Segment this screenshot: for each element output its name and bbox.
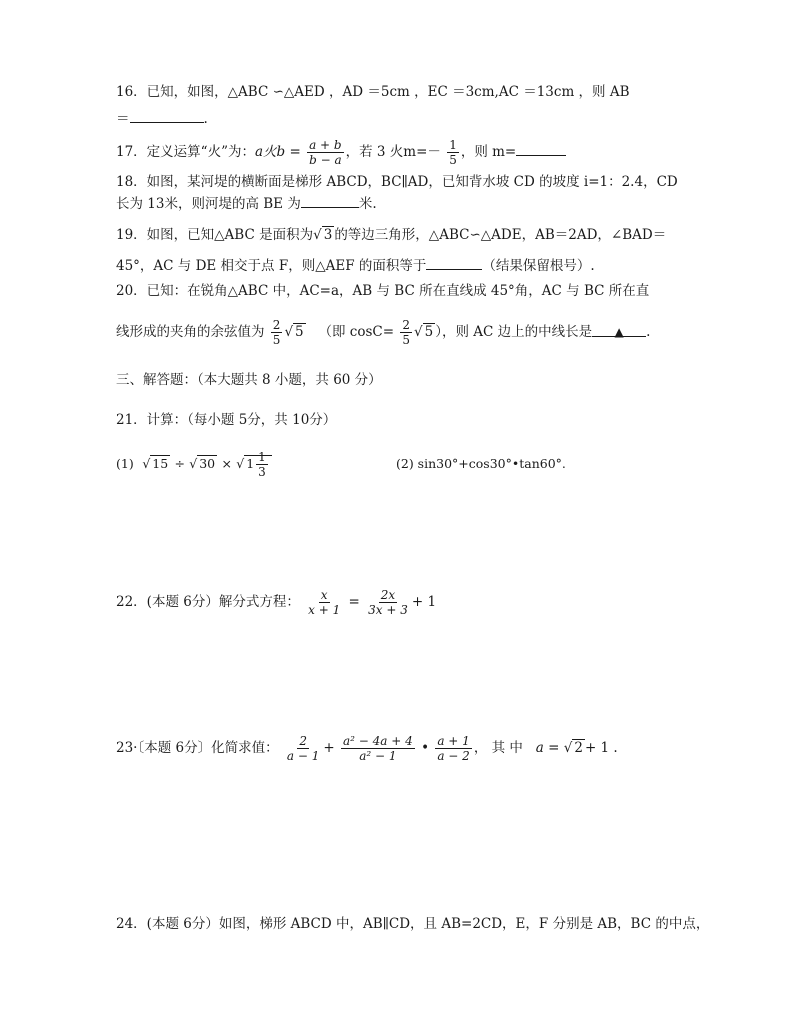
q21-div: ÷ <box>174 456 185 471</box>
q22-suffix: + 1 <box>411 594 437 610</box>
q17-frac2-num: 1 <box>449 138 457 152</box>
q19-b: 的等边三角形，△ABC∽△ADE，AB＝2AD，∠BAD＝ <box>334 227 667 243</box>
q23-cond-a: a = <box>535 740 560 756</box>
q23-sqrt-val: 2 <box>574 740 583 756</box>
q20-line2 <box>116 318 650 347</box>
q23-f3-num: a + 1 <box>437 734 470 748</box>
q23-fraction3 <box>435 734 471 763</box>
q16-answer-blank[interactable] <box>130 108 204 123</box>
q23-sqrt: √ 2 <box>563 740 583 756</box>
q20-fraction-b <box>400 318 412 347</box>
q23-cond-b: + 1 . <box>584 740 618 756</box>
q22-fraction1 <box>306 588 342 617</box>
q23-line <box>116 734 618 763</box>
q20-fraction <box>271 318 283 347</box>
q17-fraction <box>307 138 344 167</box>
q17-lhs: a火b = <box>254 144 301 160</box>
q21-sqrt-c: √ 1 $\frac{1}{3}$ <box>236 450 272 479</box>
section3-heading: 三、解答题：（本大题共 8 小题，共 60 分） <box>116 372 382 388</box>
q22-line <box>116 588 436 617</box>
q20-frac-num-b: 2 <box>402 318 411 332</box>
q18-prefix: 长为 13米，则河堤的高 BE 为 <box>116 196 301 212</box>
q21-sqrt-a: √ 15 <box>142 456 169 471</box>
q17-mid: ，若 3 火m=－ <box>345 144 441 160</box>
q18-suffix: 米. <box>358 196 377 212</box>
q16-end: . <box>203 111 208 127</box>
q18-answer-blank[interactable] <box>301 193 359 208</box>
q23-f2-num: a² − 4a + 4 <box>343 734 413 748</box>
q17-fraction2 <box>447 138 459 167</box>
q21-sqrt-c-rad <box>244 450 272 479</box>
q20-line1: 20．已知：在锐角△ABC 中，AC=a，AB 与 BC 所在直线成 45°角，AC 与 BC 所在直 <box>116 283 650 299</box>
q21-times: × <box>221 456 232 471</box>
q21-sqrt-b-val: 30 <box>199 456 216 471</box>
q21-sqrt-b: √ 30 <box>189 456 216 471</box>
q19-prefix: 45°，AC 与 DE 相交于点 F，则△AEF 的面积等于 <box>116 258 427 274</box>
q20-sqrt-val-b: 5 <box>424 324 434 340</box>
q23-f3-den: a − 2 <box>437 749 470 763</box>
q22-prefix: 22．(本题 6分）解分式方程： <box>116 594 300 610</box>
q17-suffix: ，则 m= <box>460 144 517 160</box>
q20-answer-blank[interactable] <box>592 322 646 337</box>
q17-prefix: 17．定义运算“火”为： <box>116 144 255 160</box>
q21-frac-num: 1 <box>258 450 266 464</box>
q22-f2-den: 3x + 3 <box>368 603 408 617</box>
q16-line1: 16．已知，如图，△ABC ∽△AED ，AD ＝5cm ，EC ＝3cm,AC ＝13cm ，则 AB <box>116 84 630 100</box>
q22-fraction2 <box>366 588 410 617</box>
q19-line2 <box>116 255 595 276</box>
q23-plus: + <box>323 740 335 756</box>
q21-p1-label: (1) <box>116 456 134 471</box>
q21-part1 <box>116 450 272 479</box>
q18-line1: 18．如图，某河堤的横断面是梯形 ABCD，BC∥AD，已知背水坡 CD 的坡度 i=1：2.4，CD <box>116 174 678 190</box>
q23-mid: ， 其 中 <box>473 740 523 756</box>
q19-a: 19．如图，已知△ABC 是面积为 <box>116 227 314 243</box>
q23-f2-den: a² − 1 <box>359 749 397 763</box>
q20-triangle-mark: ▲ <box>614 325 624 339</box>
q16-eq: ＝ <box>116 111 130 127</box>
q17-frac-den: b − a <box>309 153 342 167</box>
q21-fraction <box>256 450 268 479</box>
q20-frac-den: 5 <box>272 333 281 347</box>
q17-frac2-den: 5 <box>449 153 457 167</box>
q21-part2: (2) sin30°+cos30°•tan60°. <box>396 456 566 471</box>
q20-frac-den-b: 5 <box>402 333 411 347</box>
q16-line2 <box>116 108 208 129</box>
q21-whole: 1 <box>246 456 255 471</box>
q19-suffix: （结果保留根号）. <box>482 258 595 274</box>
q22-eq: = <box>348 594 360 610</box>
q20-frac-num: 2 <box>272 318 281 332</box>
q18-line2 <box>116 193 377 214</box>
q19-sqrt-val: 3 <box>323 227 333 243</box>
q17-line <box>116 138 566 167</box>
q19-line1 <box>116 225 666 245</box>
q22-f1-num: x <box>320 588 328 602</box>
q22-f1-den: x + 1 <box>308 603 341 617</box>
q23-prefix: 23·〔本题 6分〕化简求值： <box>116 740 279 756</box>
q20-a: 线形成的夹角的余弦值为 <box>116 324 265 340</box>
q20-b: （即 cosC= <box>318 324 395 340</box>
q21-frac-den: 3 <box>258 465 266 479</box>
q20-c: ），则 AC 边上的中线长是 <box>435 324 593 340</box>
q20-sqrt: √ 5 <box>284 324 304 340</box>
q19-answer-blank[interactable] <box>426 255 482 270</box>
q23-f1-num: 2 <box>299 734 307 748</box>
q19-sqrt: √ 3 <box>313 227 333 243</box>
q21-title: 21．计算：（每小题 5分，共 10分） <box>116 412 337 428</box>
q21-sqrt-a-val: 15 <box>152 456 169 471</box>
q20-sqrt-b: √ 5 <box>414 324 434 340</box>
q22-f2-num: 2x <box>380 588 396 602</box>
q23-fraction1 <box>285 734 321 763</box>
q17-answer-blank[interactable] <box>516 141 566 156</box>
q23-dot: • <box>421 740 430 756</box>
q20-d: . <box>646 324 651 340</box>
q23-f1-den: a − 1 <box>286 749 320 763</box>
q20-sqrt-val: 5 <box>295 324 304 340</box>
q24-line1: 24．(本题 6分）如图，梯形 ABCD 中，AB∥CD，且 AB=2CD，E，F 分别是 AB，BC 的中点， <box>116 916 710 932</box>
q23-fraction2 <box>341 734 415 763</box>
q17-frac-num: a + b <box>309 138 342 152</box>
